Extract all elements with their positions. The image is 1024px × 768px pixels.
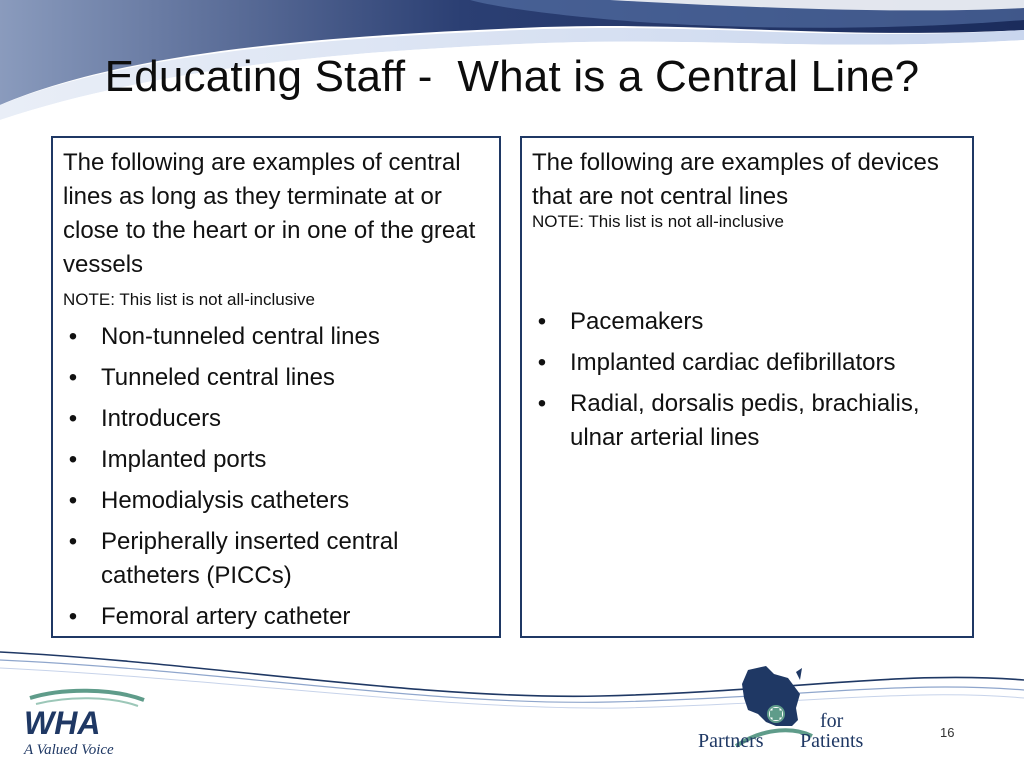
list-item: [63, 320, 489, 354]
page-number: 16: [940, 725, 955, 740]
list-item-label: Peripherally inserted central catheters (PICCs): [101, 528, 399, 589]
central-lines-panel: [51, 136, 501, 638]
central-lines-list: [63, 320, 489, 634]
list-item: [532, 305, 962, 339]
list-item: [63, 600, 489, 634]
list-item-label: Implanted cardiac defibrillators: [570, 349, 896, 376]
central-lines-intro: The following are examples of central lines as long as they terminate at or close to the heart or in one of the great vessels: [63, 149, 476, 278]
list-item-label: Radial, dorsalis pedis, brachialis, ulnar arterial lines: [570, 390, 920, 451]
list-item-label: Non-tunneled central lines: [101, 323, 380, 350]
list-item-label: Hemodialysis catheters: [101, 487, 350, 514]
list-item: [63, 525, 489, 593]
list-item-label: Femoral artery catheter: [101, 603, 351, 630]
wha-logo: [22, 688, 152, 760]
list-item: [63, 361, 489, 395]
non-central-lines-list: [532, 305, 962, 455]
wha-mark: WHA: [24, 705, 101, 741]
bullet-icon: •: [68, 323, 78, 350]
list-item: [532, 387, 962, 455]
pfp-for-text: for: [820, 710, 844, 732]
list-item: [63, 443, 489, 477]
bullet-icon: •: [68, 528, 78, 555]
bullet-icon: •: [537, 390, 547, 417]
list-item: [63, 484, 489, 518]
list-item-label: Pacemakers: [570, 308, 704, 335]
non-central-lines-note: NOTE: This list is not all-inclusive: [532, 212, 784, 231]
list-item: [532, 346, 962, 380]
partners-for-patients-logo: [696, 664, 876, 756]
bullet-icon: •: [68, 364, 78, 391]
bullet-icon: •: [68, 446, 78, 473]
bullet-icon: •: [68, 405, 78, 432]
bullet-icon: •: [537, 308, 547, 335]
list-item-label: Tunneled central lines: [101, 364, 335, 391]
bullet-icon: •: [537, 349, 547, 376]
list-item-label: Introducers: [101, 405, 222, 432]
wha-tagline: A Valued Voice: [24, 742, 114, 758]
list-item: [63, 402, 489, 436]
slide-title: Educating Staff - What is a Central Line?: [104, 52, 920, 101]
bullet-icon: •: [68, 487, 78, 514]
list-item-label: Implanted ports: [101, 446, 267, 473]
central-lines-note: NOTE: This list is not all-inclusive: [63, 290, 315, 309]
pfp-patients-text: Patients: [800, 730, 864, 752]
pfp-partners-text: Partners: [698, 730, 764, 752]
bullet-icon: •: [68, 603, 78, 630]
non-central-lines-panel: [520, 136, 974, 638]
non-central-lines-intro: The following are examples of devices that are not central lines: [532, 149, 939, 210]
